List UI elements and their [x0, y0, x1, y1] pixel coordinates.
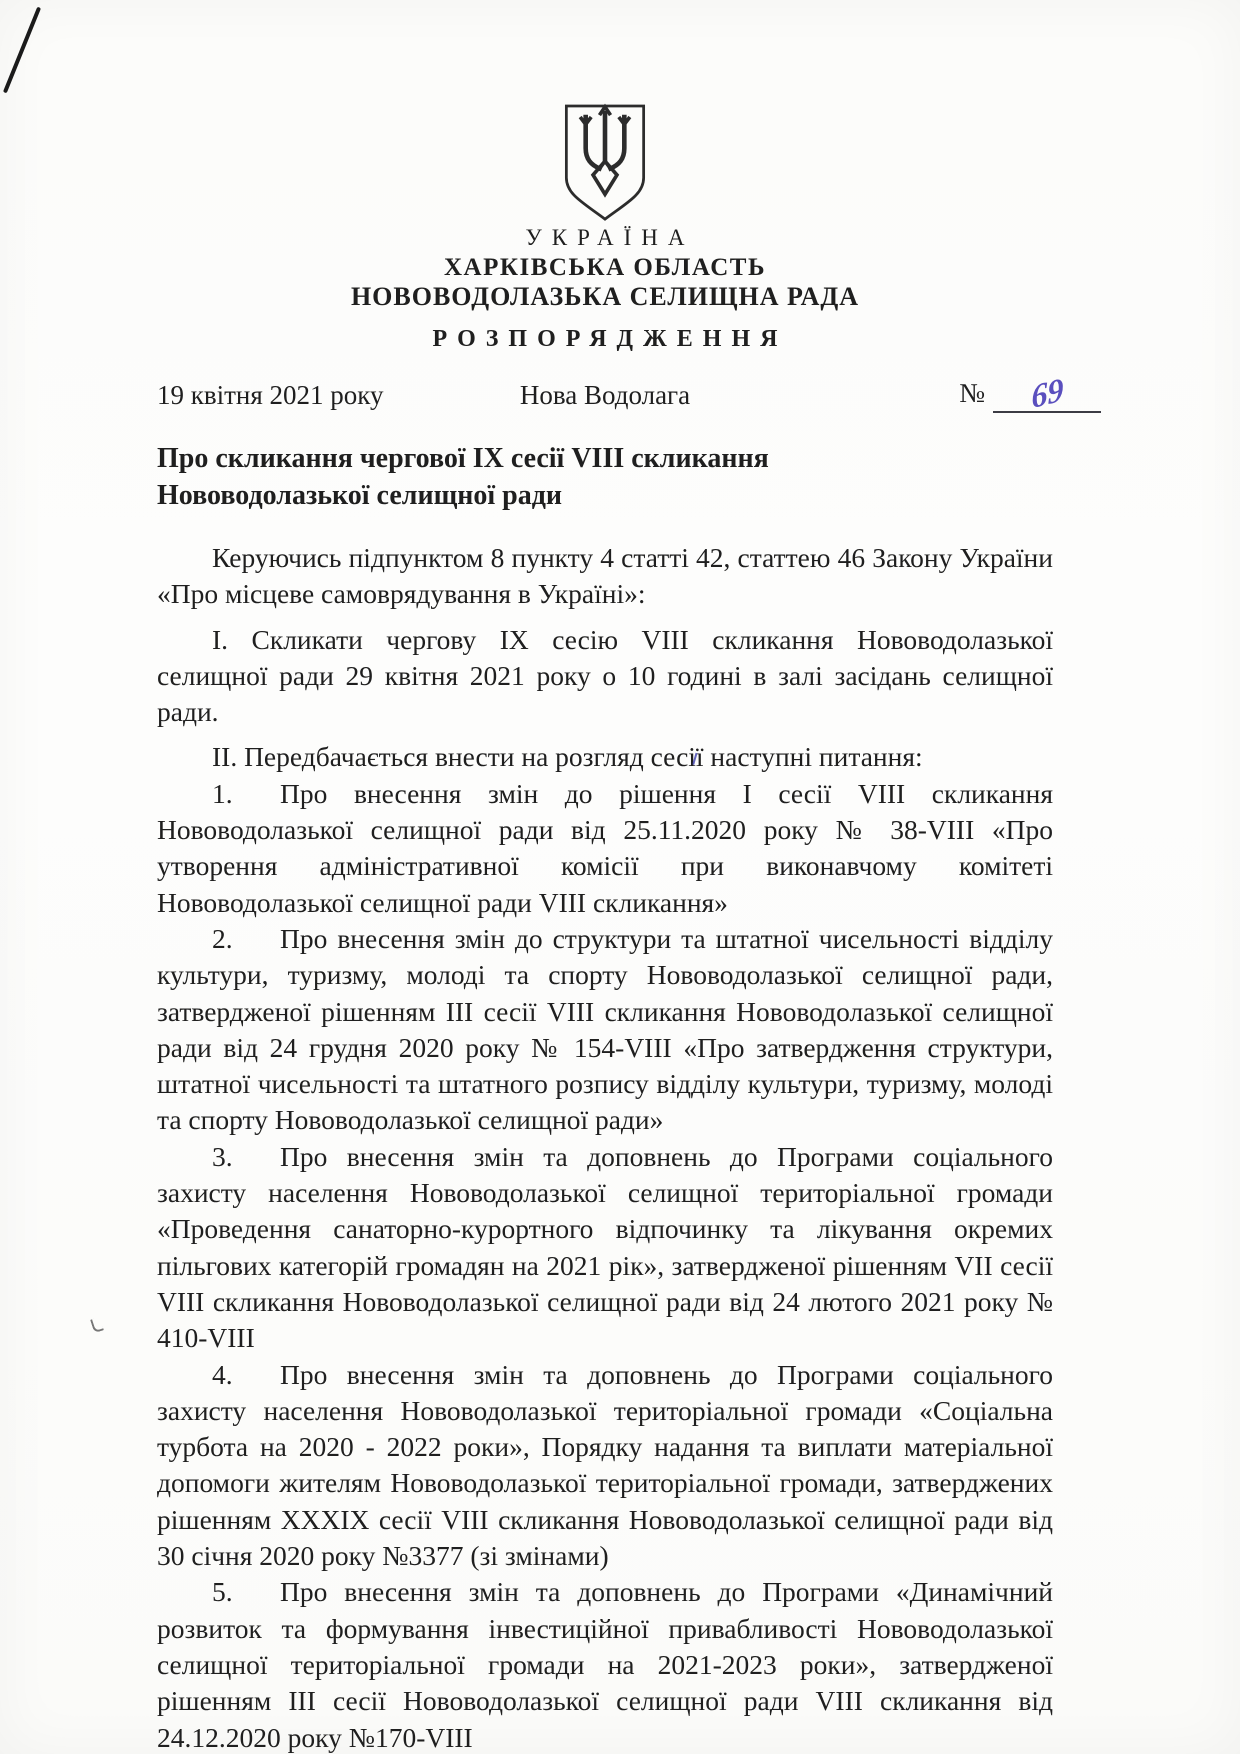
document-title	[157, 440, 1053, 514]
coat-of-arms-wrap	[157, 0, 1053, 229]
number-sign-label: №	[959, 378, 985, 408]
doc-list-item-3	[157, 1139, 1053, 1357]
document-title-line2: Нововодолазької селищної ради	[157, 480, 563, 511]
item-number: 4.	[212, 1358, 233, 1390]
document-number	[959, 371, 1101, 417]
handwritten-number: 69	[1030, 371, 1064, 417]
doc-list-item-5	[157, 1574, 1053, 1754]
item-text: Про внесення змін до структури та штатної чисельності відділу культури, туризму, молоді та спорту Нововодолазької селищної ради, затвердженої рішенням ІІІ сесії VIII скликання Нововодолазької селищної ради від 24 грудня 2020 року № 154-VIII «Про затвердження структури, штатної чисельності та штатного розпису відділу культури, туризму, молоді та спорту Нововодолазької селищної ради»	[157, 922, 1053, 1136]
number-underline	[993, 371, 1101, 417]
doc-paragraph-section-2: ІІ. Передбачається внести на розгляд сесії наступні питання:	[212, 741, 923, 773]
doc-paragraph-section-1: І. Скликати чергову IX сесію VIII скликання Нововодолазької селищної ради 29 квітня 2021 року о 10 годині в залі засідань селищної ради.	[157, 623, 1053, 728]
document-date: 19 квітня 2021 року	[157, 380, 384, 410]
doc-list-item-1	[157, 776, 1053, 921]
meta-row	[157, 371, 1064, 420]
item-number: 5.	[212, 1576, 233, 1608]
region-name: ХАРКІВСЬКА ОБЛАСТЬ	[444, 254, 766, 281]
item-text: Про внесення змін та доповнень до Програми «Динамічний розвиток та формування інвестиційної привабливості Нововодолазької селищної територіальної громади на 2021-2023 роки», затвердженої рішенням ІІІ сесії Нововодолазької селищної ради VIII скликання від 24.12.2020 року №170-VIII	[157, 1576, 1053, 1753]
document-title-line1: Про скликання чергової IX сесії VIII скликання	[157, 443, 769, 474]
document-place: Нова Водолага	[519, 380, 691, 410]
ukraine-trident-icon	[559, 102, 651, 224]
item-text: Про внесення змін до рішення І сесії VIII скликання Нововодолазької селищної ради від 25.11.2020 року № 38-VIII «Про утворення адміністративної комісії при виконавчому комітеті Нововодолазької селищної ради VIII скликання»	[157, 777, 1053, 918]
document-type-heading: РОЗПОРЯДЖЕННЯ	[432, 326, 788, 352]
document-body	[157, 540, 1053, 1754]
item-text: Про внесення змін та доповнень до Програми соціального захисту населення Нововодолазької територіальної громади «Соціальна турбота на 2020 - 2022 роки», Порядку надання та виплати матеріальної допомоги жителям Нововодолазької територіальної громади, затверджених рішенням XXXIX сесії VIII скликання Нововодолазької селищної ради від 30 січня 2020 року №3377 (зі змінами)	[157, 1358, 1053, 1572]
doc-list-item-4	[157, 1357, 1053, 1575]
item-number: 3.	[212, 1140, 233, 1172]
item-text: Про внесення змін та доповнень до Програми соціального захисту населення Нововодолазької селищної територіальної громади «Проведення санаторно-курортного відпочинку та лікування окремих пільгових категорій громадян на 2021 рік», затвердженої рішенням VII сесії VIII скликання Нововодолазької селищної ради від 24 лютого 2021 року № 410-VIII	[157, 1140, 1053, 1354]
doc-list-item-2	[157, 921, 1053, 1139]
doc-paragraph-intro: Керуючись підпунктом 8 пункту 4 статті 42, статтею 46 Закону України «Про місцеве самоврядування в Україні»:	[157, 542, 1053, 610]
item-number: 1.	[212, 777, 233, 809]
item-number: 2.	[212, 922, 233, 954]
council-name: НОВОВОДОЛАЗЬКА СЕЛИЩНА РАДА	[350, 282, 860, 311]
country-name: УКРАЇНА	[525, 225, 695, 250]
